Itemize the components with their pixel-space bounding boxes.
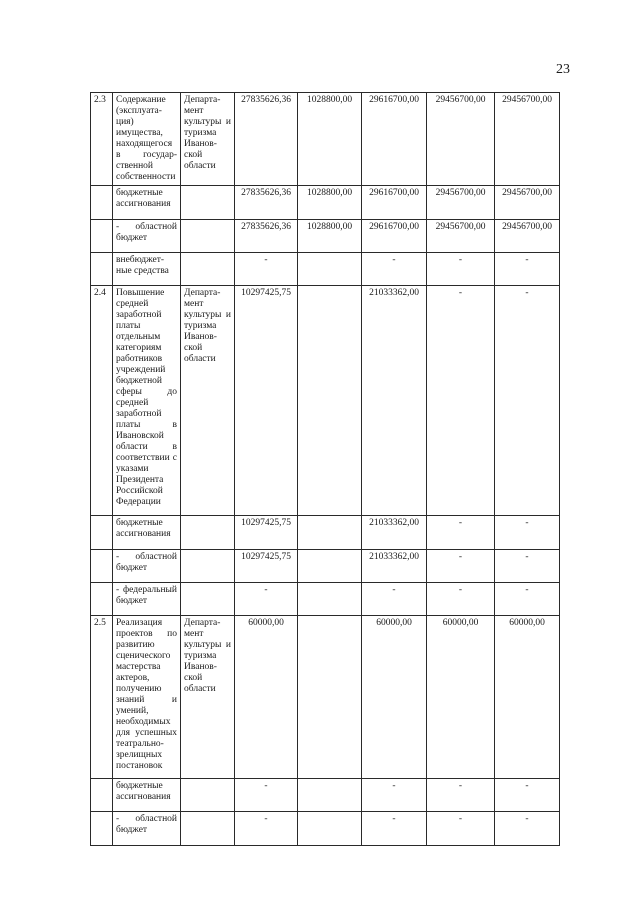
row-description: Повышение средней заработной платы отдельным категориям работников учреждений бюджетной сферы до средней заработной платы в Ивановской области в соответствии с указами Президента Российской Федерации (113, 286, 181, 516)
value-col-1: 27835626,36 (235, 186, 298, 220)
value-col-1: - (235, 812, 298, 846)
table-row (91, 516, 560, 550)
row-department (181, 186, 235, 220)
value-col-2 (298, 616, 362, 779)
value-col-4: 29456700,00 (427, 93, 495, 186)
row-index (91, 220, 113, 253)
value-col-5: - (495, 253, 560, 286)
value-col-3: - (362, 253, 427, 286)
value-col-5: - (495, 550, 560, 583)
value-col-1: 27835626,36 (235, 93, 298, 186)
row-department (181, 812, 235, 846)
table-row (91, 286, 560, 516)
row-index (91, 186, 113, 220)
row-index (91, 516, 113, 550)
row-description: Содержание (эксплуата-ция) имущества, находящегося в государ-ственной собственности (113, 93, 181, 186)
value-col-2 (298, 286, 362, 516)
row-description: - федеральный бюджет (113, 583, 181, 616)
budget-table (90, 92, 560, 846)
value-col-3: - (362, 812, 427, 846)
row-department: Департа-мент культуры и туризма Иванов-ской области (181, 93, 235, 186)
row-index (91, 583, 113, 616)
row-description: бюджетные ассигнования (113, 516, 181, 550)
row-description: - областной бюджет (113, 220, 181, 253)
row-department (181, 516, 235, 550)
value-col-4: 29456700,00 (427, 220, 495, 253)
value-col-3: 29616700,00 (362, 220, 427, 253)
value-col-3: 60000,00 (362, 616, 427, 779)
row-department (181, 779, 235, 812)
row-index (91, 812, 113, 846)
value-col-3: 29616700,00 (362, 93, 427, 186)
value-col-2 (298, 583, 362, 616)
value-col-4: - (427, 253, 495, 286)
value-col-2: 1028800,00 (298, 186, 362, 220)
value-col-2 (298, 812, 362, 846)
row-index (91, 550, 113, 583)
value-col-1: 27835626,36 (235, 220, 298, 253)
row-description: Реализация проектов по развитию сценического мастерства актеров, получению знаний и умений, необходимых для успешных театрально-зрелищных постановок (113, 616, 181, 779)
value-col-4: 29456700,00 (427, 186, 495, 220)
value-col-3: - (362, 583, 427, 616)
row-description: бюджетные ассигнования (113, 186, 181, 220)
row-index: 2.3 (91, 93, 113, 186)
value-col-1: 10297425,75 (235, 286, 298, 516)
value-col-2 (298, 516, 362, 550)
row-index (91, 779, 113, 812)
table-row (91, 583, 560, 616)
value-col-2 (298, 550, 362, 583)
value-col-3: - (362, 779, 427, 812)
value-col-1: 60000,00 (235, 616, 298, 779)
value-col-5: 60000,00 (495, 616, 560, 779)
value-col-2 (298, 253, 362, 286)
row-description: - областной бюджет (113, 550, 181, 583)
value-col-1: - (235, 779, 298, 812)
row-department: Департа-мент культуры и туризма Иванов-ской области (181, 286, 235, 516)
row-department: Департа-мент культуры и туризма Иванов-ской области (181, 616, 235, 779)
value-col-3: 21033362,00 (362, 286, 427, 516)
row-description: внебюджет-ные средства (113, 253, 181, 286)
value-col-5: 29456700,00 (495, 186, 560, 220)
row-department (181, 583, 235, 616)
value-col-2: 1028800,00 (298, 220, 362, 253)
table-row (91, 186, 560, 220)
row-index: 2.4 (91, 286, 113, 516)
row-department (181, 550, 235, 583)
row-index: 2.5 (91, 616, 113, 779)
row-description: - областной бюджет (113, 812, 181, 846)
value-col-4: 60000,00 (427, 616, 495, 779)
table-row (91, 93, 560, 186)
value-col-3: 21033362,00 (362, 550, 427, 583)
value-col-4: - (427, 583, 495, 616)
value-col-5: 29456700,00 (495, 220, 560, 253)
value-col-3: 21033362,00 (362, 516, 427, 550)
table-row (91, 550, 560, 583)
value-col-5: - (495, 812, 560, 846)
table-row (91, 812, 560, 846)
value-col-4: - (427, 550, 495, 583)
value-col-5: 29456700,00 (495, 93, 560, 186)
table-row (91, 616, 560, 779)
page-number: 23 (556, 62, 570, 77)
value-col-5: - (495, 779, 560, 812)
value-col-5: - (495, 583, 560, 616)
value-col-1: - (235, 583, 298, 616)
value-col-2: 1028800,00 (298, 93, 362, 186)
value-col-4: - (427, 779, 495, 812)
row-department (181, 253, 235, 286)
value-col-4: - (427, 516, 495, 550)
table-row (91, 220, 560, 253)
row-description: бюджетные ассигнования (113, 779, 181, 812)
value-col-1: - (235, 253, 298, 286)
value-col-2 (298, 779, 362, 812)
row-index (91, 253, 113, 286)
value-col-3: 29616700,00 (362, 186, 427, 220)
value-col-1: 10297425,75 (235, 516, 298, 550)
row-department (181, 220, 235, 253)
table-row (91, 253, 560, 286)
value-col-4: - (427, 286, 495, 516)
value-col-1: 10297425,75 (235, 550, 298, 583)
value-col-5: - (495, 286, 560, 516)
table-row (91, 779, 560, 812)
value-col-5: - (495, 516, 560, 550)
value-col-4: - (427, 812, 495, 846)
